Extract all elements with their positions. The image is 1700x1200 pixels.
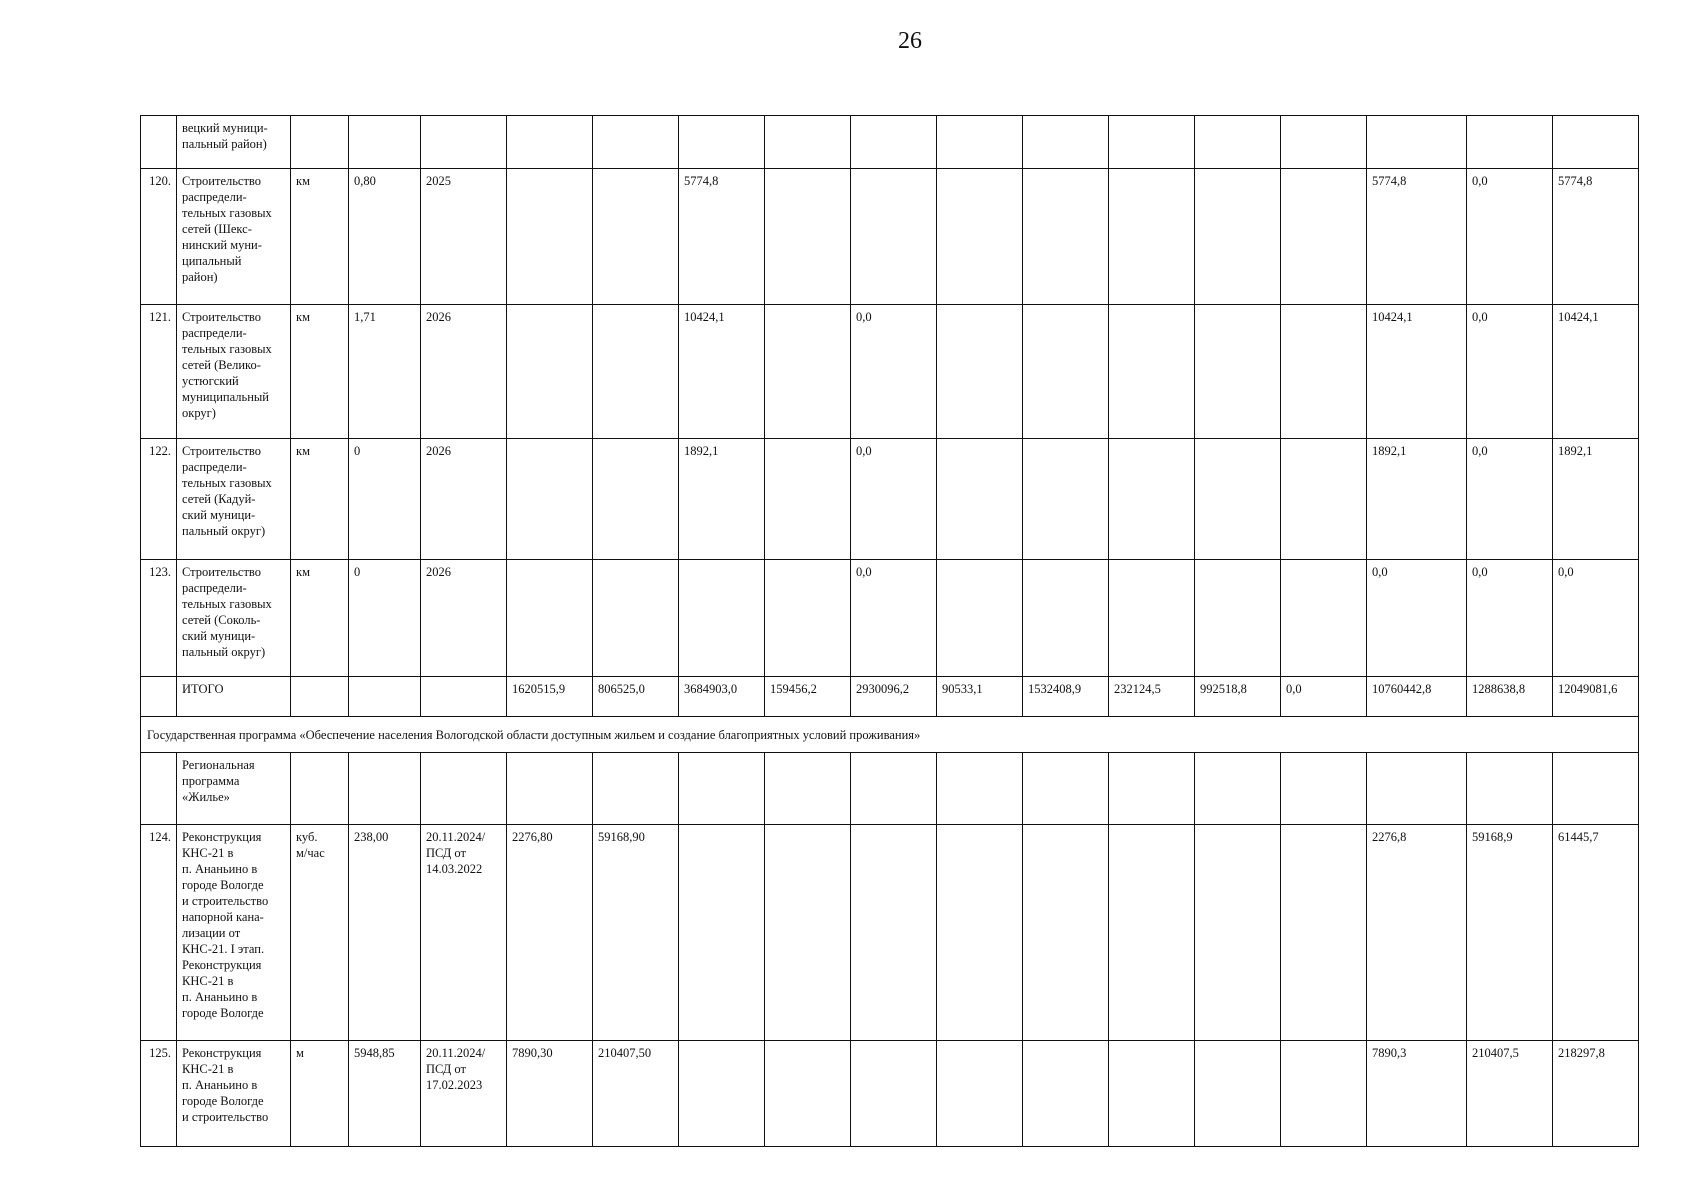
col-9-cell	[1195, 560, 1281, 677]
table-row	[141, 116, 1639, 169]
col-4-cell: 159456,2	[765, 677, 851, 717]
col-2-cell: 806525,0	[593, 677, 679, 717]
col-6-cell	[937, 439, 1023, 560]
col-8-cell	[1109, 305, 1195, 439]
row-number-cell	[141, 677, 177, 717]
col-3-cell	[679, 1041, 765, 1147]
capacity-cell: 0,80	[349, 169, 421, 305]
col-9-cell	[1195, 825, 1281, 1041]
section-header-row	[141, 717, 1639, 753]
col-5-cell: 0,0	[851, 560, 937, 677]
col-10-cell	[1281, 753, 1367, 825]
col-10-cell	[1281, 116, 1367, 169]
capacity-cell	[349, 753, 421, 825]
row-number-cell: 125.	[141, 1041, 177, 1147]
col-1-cell: 7890,30	[507, 1041, 593, 1147]
col-7-cell	[1023, 116, 1109, 169]
col-6-cell	[937, 825, 1023, 1041]
col-1-cell	[507, 116, 593, 169]
object-name-cell: Строительство распредели- тельных газовых сетей (Соколь- ский муници- пальный округ)	[177, 560, 291, 677]
deadline-cell: 2026	[421, 560, 507, 677]
total-2-cell: 0,0	[1467, 439, 1553, 560]
deadline-cell	[421, 753, 507, 825]
col-3-cell: 3684903,0	[679, 677, 765, 717]
col-6-cell	[937, 560, 1023, 677]
col-3-cell: 5774,8	[679, 169, 765, 305]
col-2-cell	[593, 560, 679, 677]
col-1-cell: 1620515,9	[507, 677, 593, 717]
capacity-cell: 0	[349, 560, 421, 677]
col-7-cell	[1023, 305, 1109, 439]
total-1-cell: 1892,1	[1367, 439, 1467, 560]
col-8-cell	[1109, 560, 1195, 677]
total-1-cell	[1367, 116, 1467, 169]
total-3-cell: 5774,8	[1553, 169, 1639, 305]
row-number-cell: 120.	[141, 169, 177, 305]
col-10-cell	[1281, 1041, 1367, 1147]
row-number-cell: 122.	[141, 439, 177, 560]
col-8-cell	[1109, 753, 1195, 825]
col-9-cell	[1195, 1041, 1281, 1147]
col-8-cell	[1109, 169, 1195, 305]
col-5-cell	[851, 753, 937, 825]
unit-cell	[291, 116, 349, 169]
total-3-cell	[1553, 116, 1639, 169]
total-1-cell: 7890,3	[1367, 1041, 1467, 1147]
object-name-cell: Реконструкция КНС-21 в п. Ананьино в городе Вологде и строительство	[177, 1041, 291, 1147]
table-row	[141, 560, 1639, 677]
col-2-cell	[593, 439, 679, 560]
col-6-cell	[937, 1041, 1023, 1147]
investment-table	[140, 115, 1639, 1147]
object-name-cell: Реконструкция КНС-21 в п. Ананьино в городе Вологде и строительство напорной кана- лизации от КНС-21. I этап. Реконструкция КНС-21 в п. Ананьино в городе Вологде	[177, 825, 291, 1041]
total-2-cell	[1467, 753, 1553, 825]
section-title: Государственная программа «Обеспечение населения Вологодской области доступным жильем и создание благоприятных условий проживания»	[141, 717, 1639, 753]
col-3-cell	[679, 825, 765, 1041]
col-9-cell: 992518,8	[1195, 677, 1281, 717]
col-9-cell	[1195, 169, 1281, 305]
table-row	[141, 439, 1639, 560]
col-1-cell	[507, 305, 593, 439]
col-5-cell	[851, 169, 937, 305]
unit-cell: км	[291, 560, 349, 677]
total-2-cell	[1467, 116, 1553, 169]
col-8-cell	[1109, 439, 1195, 560]
col-8-cell	[1109, 825, 1195, 1041]
total-2-cell: 0,0	[1467, 169, 1553, 305]
col-2-cell: 59168,90	[593, 825, 679, 1041]
table-row	[141, 753, 1639, 825]
unit-cell	[291, 753, 349, 825]
row-number-cell	[141, 753, 177, 825]
deadline-cell: 20.11.2024/ ПСД от 14.03.2022	[421, 825, 507, 1041]
table-row	[141, 825, 1639, 1041]
col-7-cell: 1532408,9	[1023, 677, 1109, 717]
deadline-cell	[421, 116, 507, 169]
row-number-cell: 123.	[141, 560, 177, 677]
col-1-cell	[507, 169, 593, 305]
col-4-cell	[765, 439, 851, 560]
object-name-cell: Строительство распредели- тельных газовых сетей (Кадуй- ский муници- пальный округ)	[177, 439, 291, 560]
col-4-cell	[765, 116, 851, 169]
col-7-cell	[1023, 825, 1109, 1041]
col-7-cell	[1023, 169, 1109, 305]
col-6-cell	[937, 116, 1023, 169]
total-2-cell: 59168,9	[1467, 825, 1553, 1041]
col-4-cell	[765, 169, 851, 305]
row-number-cell: 124.	[141, 825, 177, 1041]
col-6-cell	[937, 305, 1023, 439]
col-10-cell	[1281, 825, 1367, 1041]
col-7-cell	[1023, 439, 1109, 560]
row-number-cell	[141, 116, 177, 169]
col-9-cell	[1195, 439, 1281, 560]
col-5-cell: 2930096,2	[851, 677, 937, 717]
deadline-cell	[421, 677, 507, 717]
table-row	[141, 677, 1639, 717]
row-number-cell: 121.	[141, 305, 177, 439]
col-1-cell	[507, 439, 593, 560]
col-2-cell	[593, 169, 679, 305]
total-3-cell: 61445,7	[1553, 825, 1639, 1041]
capacity-cell: 1,71	[349, 305, 421, 439]
col-4-cell	[765, 560, 851, 677]
table-row	[141, 1041, 1639, 1147]
col-10-cell	[1281, 305, 1367, 439]
col-1-cell	[507, 560, 593, 677]
col-2-cell: 210407,50	[593, 1041, 679, 1147]
total-2-cell: 0,0	[1467, 305, 1553, 439]
unit-cell	[291, 677, 349, 717]
capacity-cell	[349, 677, 421, 717]
total-1-cell: 10760442,8	[1367, 677, 1467, 717]
col-6-cell	[937, 753, 1023, 825]
deadline-cell: 20.11.2024/ ПСД от 17.02.2023	[421, 1041, 507, 1147]
col-6-cell	[937, 169, 1023, 305]
col-7-cell	[1023, 1041, 1109, 1147]
col-9-cell	[1195, 116, 1281, 169]
total-1-cell: 0,0	[1367, 560, 1467, 677]
col-9-cell	[1195, 753, 1281, 825]
col-8-cell	[1109, 116, 1195, 169]
col-7-cell	[1023, 753, 1109, 825]
col-9-cell	[1195, 305, 1281, 439]
object-name-cell: Строительство распредели- тельных газовых сетей (Шекс- нинский муни- ципальный район)	[177, 169, 291, 305]
total-3-cell: 0,0	[1553, 560, 1639, 677]
col-6-cell: 90533,1	[937, 677, 1023, 717]
col-4-cell	[765, 1041, 851, 1147]
total-3-cell: 218297,8	[1553, 1041, 1639, 1147]
total-3-cell: 1892,1	[1553, 439, 1639, 560]
col-5-cell	[851, 116, 937, 169]
deadline-cell: 2025	[421, 169, 507, 305]
col-10-cell: 0,0	[1281, 677, 1367, 717]
page-number: 26	[898, 28, 922, 54]
total-1-cell: 5774,8	[1367, 169, 1467, 305]
deadline-cell: 2026	[421, 439, 507, 560]
col-5-cell: 0,0	[851, 305, 937, 439]
table-row	[141, 305, 1639, 439]
col-5-cell	[851, 1041, 937, 1147]
capacity-cell: 0	[349, 439, 421, 560]
col-10-cell	[1281, 560, 1367, 677]
capacity-cell: 238,00	[349, 825, 421, 1041]
col-3-cell	[679, 753, 765, 825]
deadline-cell: 2026	[421, 305, 507, 439]
object-name-cell: ИТОГО	[177, 677, 291, 717]
col-10-cell	[1281, 169, 1367, 305]
col-3-cell	[679, 116, 765, 169]
total-3-cell: 10424,1	[1553, 305, 1639, 439]
unit-cell: км	[291, 439, 349, 560]
col-8-cell: 232124,5	[1109, 677, 1195, 717]
capacity-cell	[349, 116, 421, 169]
col-2-cell	[593, 116, 679, 169]
col-5-cell	[851, 825, 937, 1041]
object-name-cell: вецкий муници- пальный район)	[177, 116, 291, 169]
total-3-cell: 12049081,6	[1553, 677, 1639, 717]
total-1-cell: 10424,1	[1367, 305, 1467, 439]
col-2-cell	[593, 305, 679, 439]
object-name-cell: Строительство распредели- тельных газовых сетей (Велико- устюгский муниципальный округ)	[177, 305, 291, 439]
col-1-cell: 2276,80	[507, 825, 593, 1041]
unit-cell: м	[291, 1041, 349, 1147]
total-2-cell: 1288638,8	[1467, 677, 1553, 717]
capacity-cell: 5948,85	[349, 1041, 421, 1147]
table-row	[141, 169, 1639, 305]
col-8-cell	[1109, 1041, 1195, 1147]
col-7-cell	[1023, 560, 1109, 677]
total-3-cell	[1553, 753, 1639, 825]
unit-cell: куб. м/час	[291, 825, 349, 1041]
col-4-cell	[765, 305, 851, 439]
object-name-cell: Региональная программа «Жилье»	[177, 753, 291, 825]
total-1-cell	[1367, 753, 1467, 825]
col-1-cell	[507, 753, 593, 825]
col-3-cell	[679, 560, 765, 677]
total-1-cell: 2276,8	[1367, 825, 1467, 1041]
total-2-cell: 0,0	[1467, 560, 1553, 677]
col-2-cell	[593, 753, 679, 825]
col-5-cell: 0,0	[851, 439, 937, 560]
col-4-cell	[765, 825, 851, 1041]
col-3-cell: 10424,1	[679, 305, 765, 439]
col-4-cell	[765, 753, 851, 825]
col-3-cell: 1892,1	[679, 439, 765, 560]
col-10-cell	[1281, 439, 1367, 560]
unit-cell: км	[291, 305, 349, 439]
unit-cell: км	[291, 169, 349, 305]
total-2-cell: 210407,5	[1467, 1041, 1553, 1147]
